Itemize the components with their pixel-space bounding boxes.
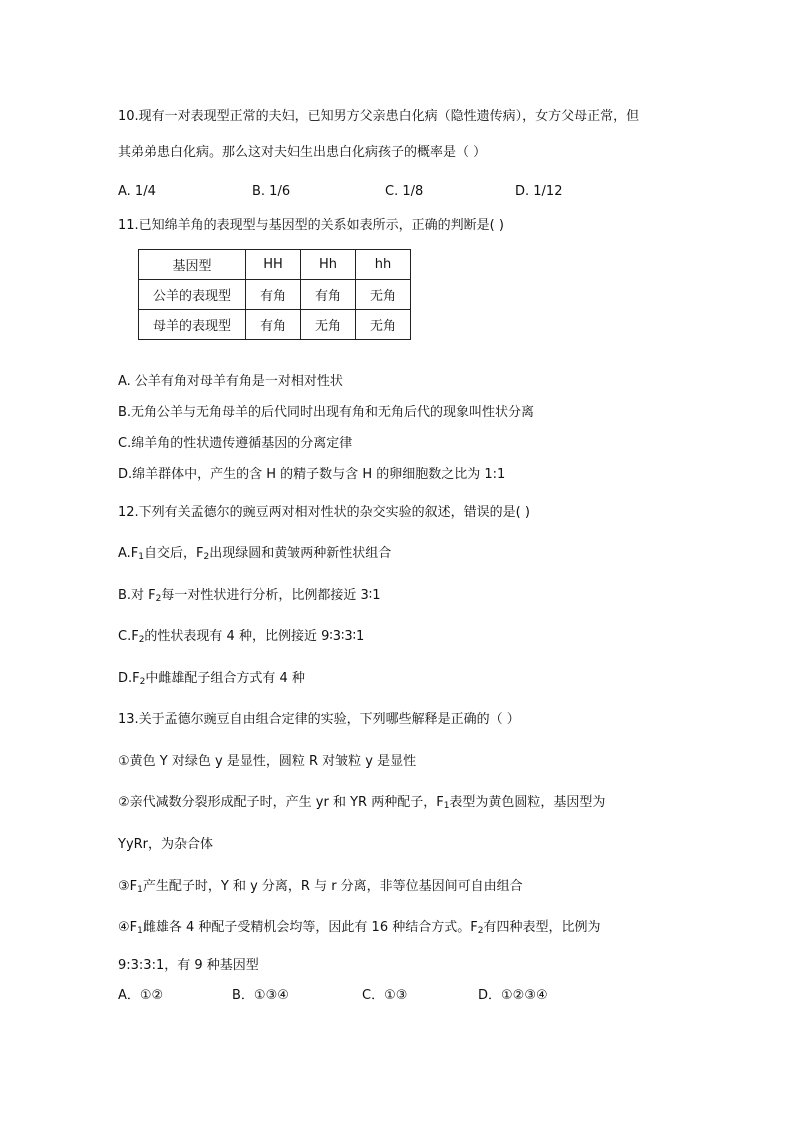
- q13-option-d: D．①②③④: [478, 988, 548, 1003]
- table-cell: 公羊的表现型: [139, 280, 246, 310]
- subscript: 2: [139, 677, 146, 687]
- q13-s3-text: ③F: [118, 879, 138, 894]
- q13-statement-2-cont: YyRr，为杂合体: [118, 837, 214, 852]
- subscript: 2: [203, 552, 210, 562]
- q12-b-text: 每一对性状进行分析，比例都接近 3∶1: [161, 588, 381, 603]
- q12-option-a: [118, 545, 391, 563]
- q13-s4-text: 有四种表型，比例为: [483, 920, 601, 935]
- q13-option-a: A．①②: [118, 988, 164, 1003]
- q12-option-c: [118, 628, 364, 646]
- subscript: 2: [155, 594, 162, 604]
- q12-stem: 12.下列有关孟德尔的豌豆两对相对性状的杂交实验的叙述，错误的是( ): [118, 505, 530, 520]
- table-header-cell: HH: [246, 250, 301, 280]
- q13-option-c: C．①③: [362, 988, 408, 1003]
- table-cell: 无角: [356, 310, 411, 340]
- subscript: 1: [137, 885, 143, 895]
- table-cell: 有角: [301, 280, 356, 310]
- q13-statement-4: [118, 919, 600, 937]
- q12-d-text: 中雌雄配子组合方式有 4 种: [145, 671, 305, 686]
- q12-d-text: D.F: [118, 671, 140, 686]
- q13-s2-text: ②亲代减数分裂形成配子时，产生 yr 和 YR 两种配子，F: [118, 795, 444, 810]
- table-row: [139, 280, 411, 310]
- q12-a-text: 自交后，F: [144, 546, 204, 561]
- table-header-cell: Hh: [301, 250, 356, 280]
- q10-stem-line2: 其弟弟患白化病。那么这对夫妇生出患白化病孩子的概率是（ ）: [118, 145, 487, 160]
- subscript: 1: [443, 801, 450, 811]
- q12-option-d: [118, 670, 305, 688]
- q13-statement-3: [118, 878, 523, 896]
- q12-option-b: [118, 587, 380, 605]
- q12-c-text: 的性状表现有 4 种，比例接近 9∶3∶3∶1: [144, 629, 365, 644]
- q10-stem-line1: 10.现有一对表现型正常的夫妇，已知男方父亲患白化病（隐性遗传病），女方父母正常，但: [118, 109, 640, 124]
- table-header-cell: 基因型: [139, 250, 246, 280]
- q11-option-c: C.绵羊角的性状遗传遵循基因的分离定律: [118, 436, 353, 451]
- q13-statement-1: ①黄色 Y 对绿色 y 是显性，圆粒 R 对皱粒 y 是显性: [118, 754, 417, 769]
- q13-statement-2: [118, 794, 605, 812]
- q12-a-text: A.F: [118, 546, 139, 561]
- subscript: 1: [138, 552, 145, 562]
- q13-s3-text: 产生配子时，Y 和 y 分离，R 与 r 分离，非等位基因间可自由组合: [142, 879, 523, 894]
- q10-option-b: B. 1/6: [252, 184, 291, 199]
- table-cell: 有角: [246, 310, 301, 340]
- table-cell: 无角: [356, 280, 411, 310]
- q10-option-d: D. 1/12: [515, 184, 563, 199]
- q13-s4-text: ④F: [118, 920, 138, 935]
- q11-option-d: D.绵羊群体中，产生的含 H 的精子数与含 H 的卵细胞数之比为 1:1: [118, 467, 506, 482]
- q12-b-text: B.对 F: [118, 588, 156, 603]
- q10-option-c: C. 1/8: [385, 184, 424, 199]
- q13-option-b: B．①③④: [232, 988, 289, 1003]
- subscript: 2: [138, 635, 145, 645]
- q10-option-a: A. 1/4: [118, 184, 156, 199]
- q13-statement-4-cont: 9:3:3:1，有 9 种基因型: [118, 958, 259, 973]
- q12-a-text: 出现绿圆和黄皱两种新性状组合: [209, 546, 392, 561]
- table-cell: 母羊的表现型: [139, 310, 246, 340]
- table-header-row: [139, 250, 411, 280]
- q11-option-b: B.无角公羊与无角母羊的后代同时出现有角和无角后代的现象叫性状分离: [118, 405, 535, 420]
- subscript: 1: [137, 926, 143, 936]
- table-cell: 有角: [246, 280, 301, 310]
- table-header-cell: hh: [356, 250, 411, 280]
- q13-stem: 13.关于孟德尔豌豆自由组合定律的实验，下列哪些解释是正确的（ ）: [118, 712, 520, 727]
- subscript: 2: [477, 926, 484, 936]
- table-cell: 无角: [301, 310, 356, 340]
- q11-stem: 11.已知绵羊角的表现型与基因型的关系如表所示，正确的判断是( ): [118, 218, 504, 233]
- table-row: [139, 310, 411, 340]
- q13-s2-text: 表型为黄色圆粒，基因型为: [449, 795, 606, 810]
- q11-option-a: A. 公羊有角对母羊有角是一对相对性状: [118, 374, 343, 389]
- genotype-table: [138, 249, 411, 340]
- q12-c-text: C.F: [118, 629, 139, 644]
- q13-s4-text: 雌雄各 4 种配子受精机会均等，因此有 16 种结合方式。F: [142, 920, 478, 935]
